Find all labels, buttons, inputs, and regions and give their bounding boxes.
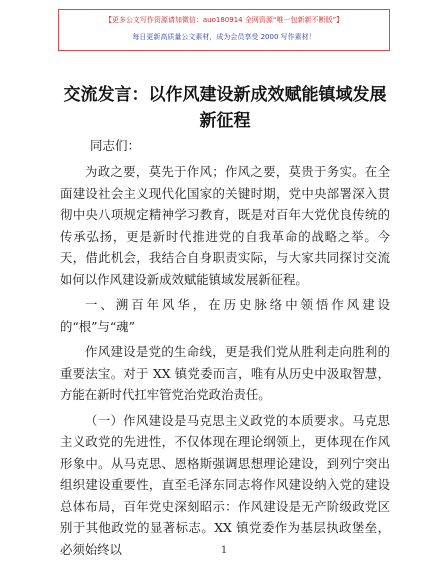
paragraph-intro: 为政之要，莫先于作风；作风之要，莫贵于务实。在全面建设社会主义现代化国家的关键时期，党中央部署深入贯彻中央八项规定精神学习教育，既是对百年大党优良传统的传承弘扬，更是新时代推进党的自我革命的战略之举。今天，借此机会，我结合自身职责实际，与大家共同探讨交流如何以作风建设新成效赋能镇域发展新征程。 [60,164,390,287]
promo-banner-line-1: 【更多公文写作资源请加微信：auo180914 全网资源“唯一包新新不断版”】 [104,16,344,24]
paragraph-section-1: 作风建设是党的生命线，更是我们党从胜利走向胜利的重要法宝。对于 XX 镇党委而言，唯有从历史中汲取智慧，方能在新时代扛牢管党治党政治责任。 [60,344,390,402]
paragraph-subsection-1: （一）作风建设是马克思主义政党的本质要求。马克思主义政党的先进性，不仅体现在理论纲领上，更体现在作风形象中。从马克思、恩格斯强调思想理论建设，到列宁突出组织建设重要性，直至毛泽东同志将作风建设纳入党的建设总体布局，百年党史深刻昭示：作风建设是无产阶级政党区别于其他政党的显著标志。XX 镇党委作为基层执政堡垒，必须始终以 [60,412,390,557]
document-body [60,161,390,564]
document-title: 交流发言：以作风建设新成效赋能镇域发展新征程 [63,85,387,131]
section-heading-1: 一、溯百年风华，在历史脉络中领悟作风建设的“根”与“魂” [60,297,390,334]
promo-banner [58,9,390,51]
page-number: 1 [220,545,228,556]
salutation: 同志们： [90,138,141,153]
promo-banner-line-2: 每日更新高质量公文素材，成为会员享受 2000 写作素材！ [132,33,316,41]
